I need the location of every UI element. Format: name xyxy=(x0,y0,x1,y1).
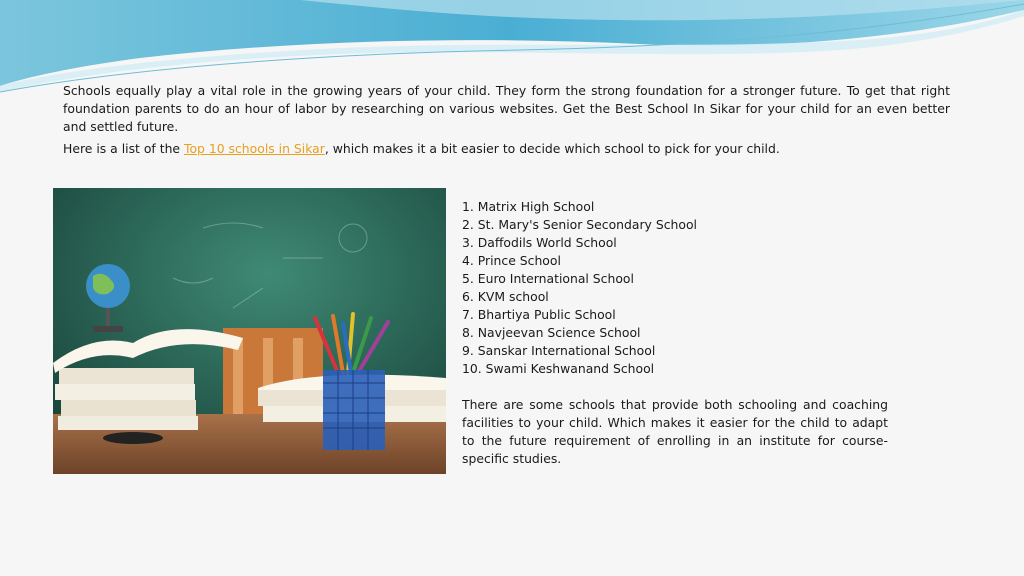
list-item: 4. Prince School xyxy=(462,253,561,268)
schools-list xyxy=(462,198,697,378)
list-item: 9. Sanskar International School xyxy=(462,343,656,358)
list-item: 3. Daffodils World School xyxy=(462,235,617,250)
list-item: 10. Swami Keshwanand School xyxy=(462,361,655,376)
top-schools-link[interactable]: Top 10 schools in Sikar xyxy=(183,141,325,156)
list-item: 2. St. Mary's Senior Secondary School xyxy=(462,217,697,232)
list-intro-prefix: Here is a list of the xyxy=(63,141,184,156)
outro-paragraph: There are some schools that provide both schooling and coaching facilities to your child. Which makes it easier for the child to adapt to the future requirement of enrolling in an institute for course-specific studies. xyxy=(462,397,888,466)
classroom-books-image xyxy=(53,188,446,474)
list-item: 7. Bhartiya Public School xyxy=(462,307,616,322)
list-item: 6. KVM school xyxy=(462,289,549,304)
list-item: 1. Matrix High School xyxy=(462,199,595,214)
list-item: 8. Navjeevan Science School xyxy=(462,325,641,340)
intro-paragraph: Schools equally play a vital role in the growing years of your child. They form the strong foundation for a stronger future. To get that right foundation parents to do an hour of labor by researching on various websites. Get the Best School In Sikar for your child for an even better and settled future. xyxy=(63,83,950,134)
list-item: 5. Euro International School xyxy=(462,271,634,286)
list-intro-suffix: , which makes it a bit easier to decide which school to pick for your child. xyxy=(324,141,780,156)
list-intro-line xyxy=(63,140,950,158)
